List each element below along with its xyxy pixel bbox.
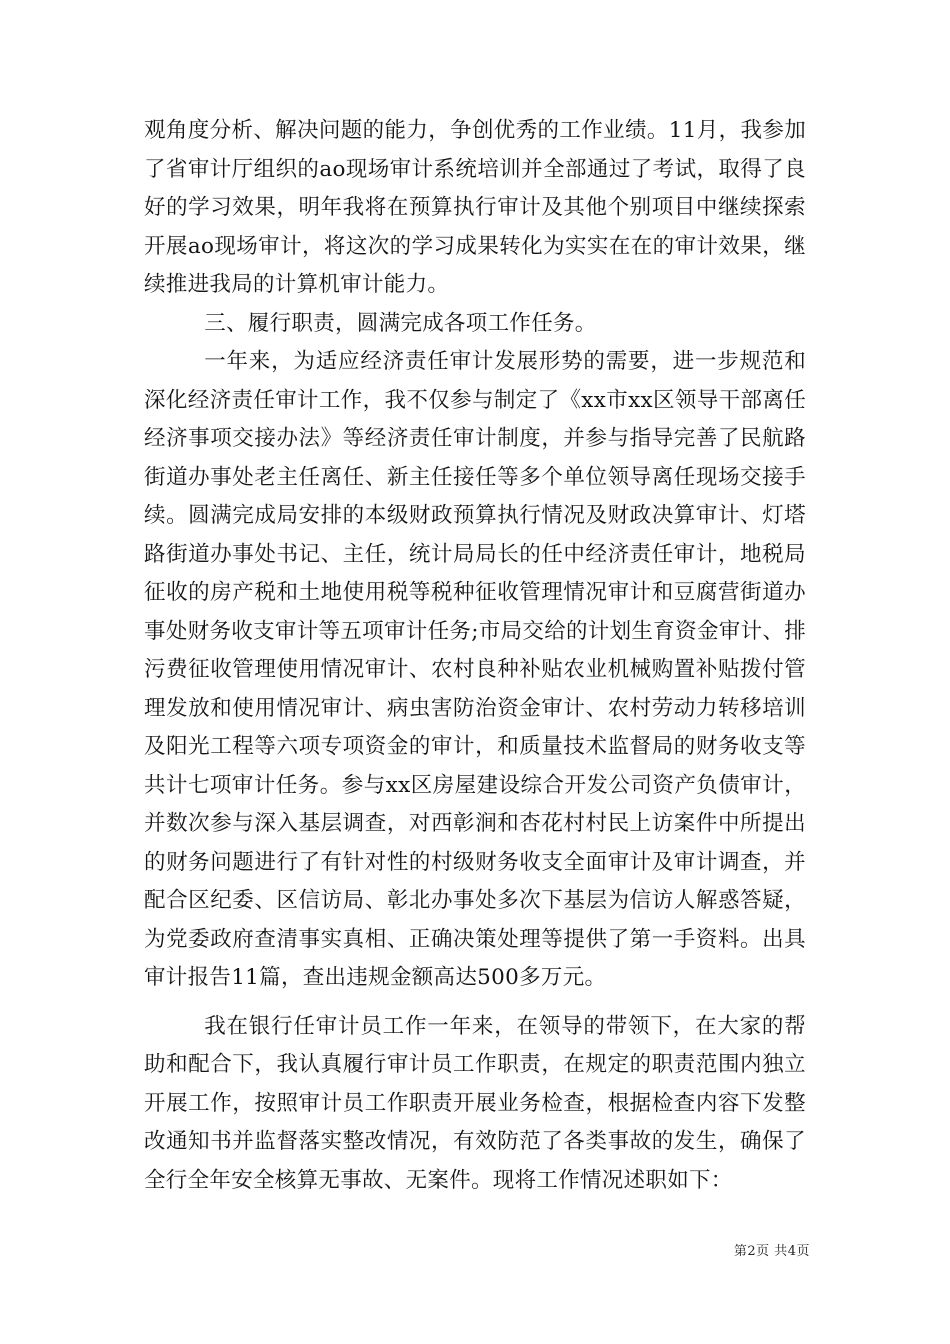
paragraph-continuation: 观角度分析、解决问题的能力，争创优秀的工作业绩。11月，我参加了省审计厅组织的ao现场审计系统培训并全部通过了考试，取得了良好的学习效果，明年我将在预算执行审计及其他个别项目中继续探索开展ao现场审计，将这次的学习成果转化为实实在在的审计效果，继续推进我局的计算机审计能力。 bbox=[144, 118, 806, 297]
document-body bbox=[144, 112, 806, 1200]
paragraph-bank-auditor: 我在银行任审计员工作一年来，在领导的带领下，在大家的帮助和配合下，我认真履行审计员工作职责，在规定的职责范围内独立开展工作，按照审计员工作职责开展业务检查，根据检查内容下发整改通知书并监督落实整改情况，有效防范了各类事故的发生，确保了全行全年安全核算无事故、无案件。现将工作情况述职如下： bbox=[144, 1013, 806, 1193]
paragraph-duties: 一年来，为适应经济责任审计发展形势的需要，进一步规范和深化经济责任审计工作，我不仅参与制定了《xx市xx区领导干部离任经济事项交接办法》等经济责任审计制度，并参与指导完善了民航路街道办事处老主任离任、新主任接任等多个单位领导离任现场交接手续。圆满完成局安排的本级财政预算执行情况及财政决算审计、灯塔路街道办事处书记、主任，统计局局长的任中经济责任审计，地税局征收的房产税和土地使用税等税种征收管理情况审计和豆腐营街道办事处财务收支审计等五项审计任务;市局交给的计划生育资金审计、排污费征收管理使用情况审计、农村良种补贴农业机械购置补贴拨付管理发放和使用情况审计、病虫害防治资金审计、农村劳动力转移培训及阳光工程等六项专项资金的审计，和质量技术监督局的财务收支等共计七项审计任务。参与xx区房屋建设综合开发公司资产负债审计，并数次参与深入基层调查，对西彰涧和杏花村村民上访案件中所提出的财务问题进行了有针对性的村级财务收支全面审计及审计调查，并配合区纪委、区信访局、彰北办事处多次下基层为信访人解惑答疑，为党委政府查清事实真相、正确决策处理等提供了第一手资料。出具审计报告11篇，查出违规金额高达500多万元。 bbox=[144, 349, 806, 990]
page-number-footer: 第2页 共4页 bbox=[733, 1244, 810, 1259]
section-heading: 三、履行职责，圆满完成各项工作任务。 bbox=[204, 310, 597, 336]
